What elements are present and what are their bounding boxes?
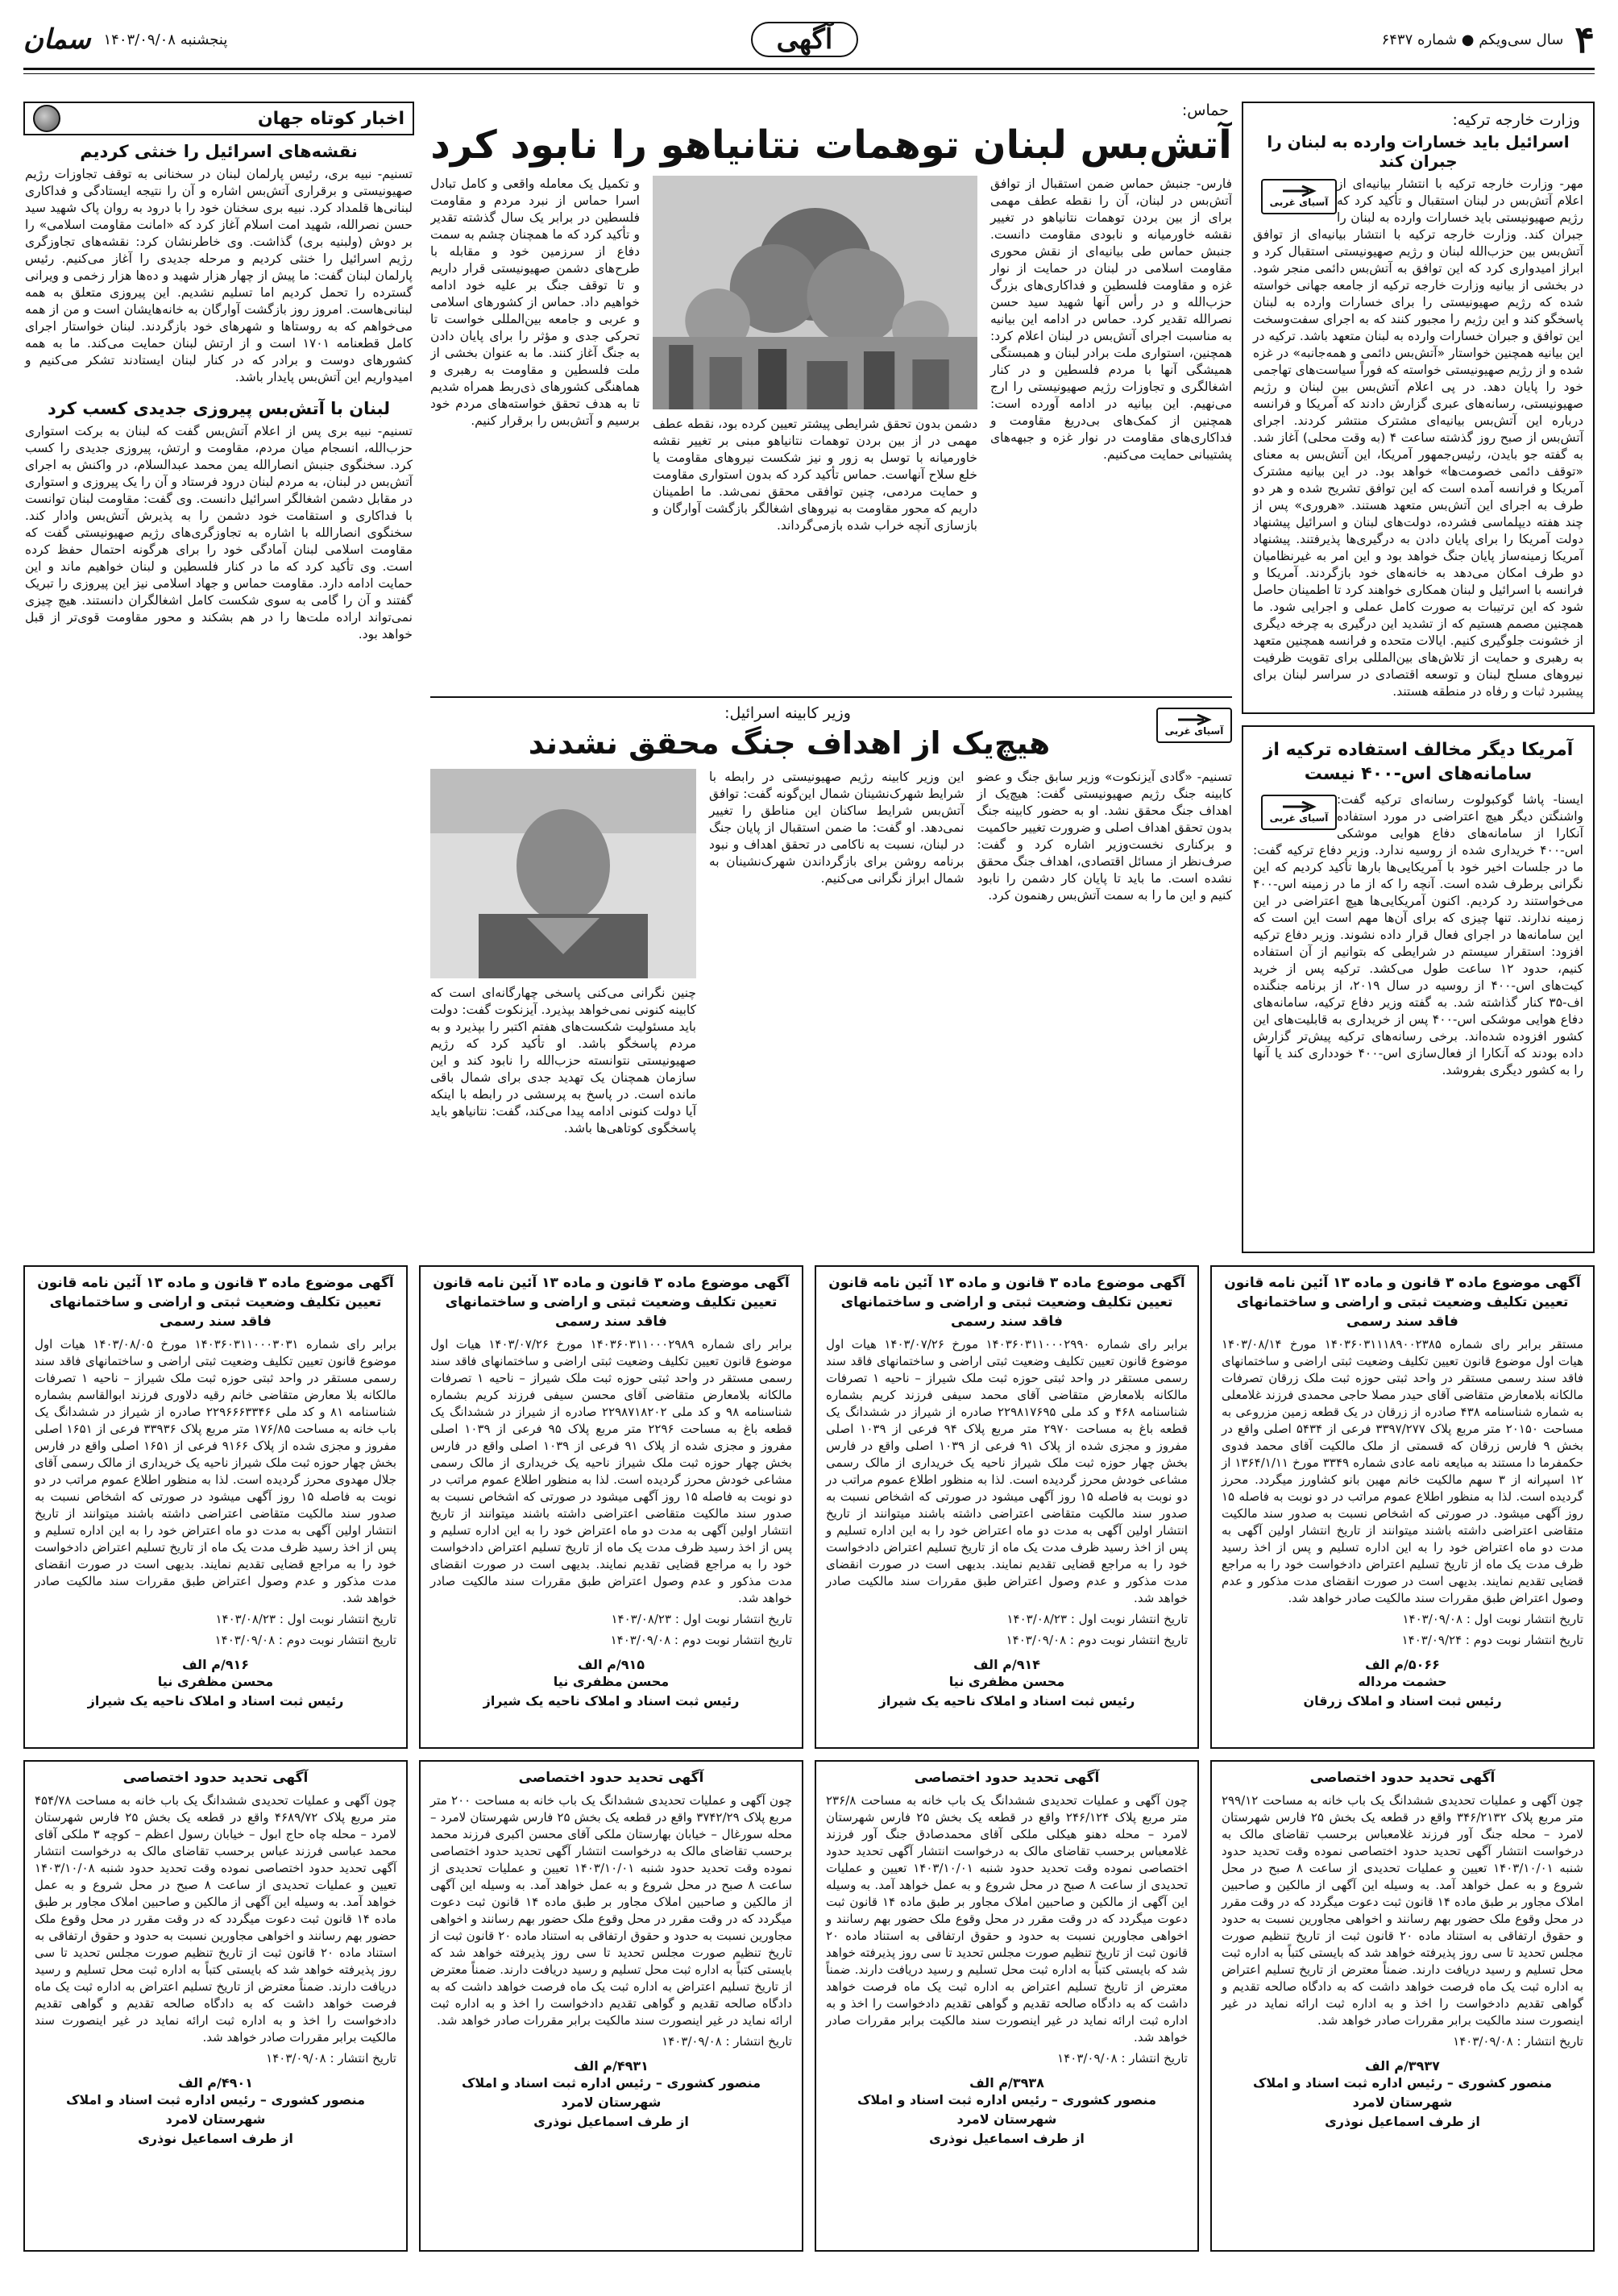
notice-date-1: تاریخ انتشار : ۱۴۰۳/۰۹/۰۸ <box>1453 2034 1583 2049</box>
turkey-article <box>1242 102 1595 714</box>
notice-title: آگهی تحدید حدود اختصاصی <box>1309 1770 1496 1786</box>
notice-body: برابر رای شماره ۱۴۰۳۶۰۳۱۱۰۰۰۲۹۸۹ مورخ ۱۴۰۳/۰۷/۲۶ هیات اول موضوع قانون تعیین تکلیف وضعیت ثبتی اراضی و ساختمانهای فاقد سند رسمی مستقر در واحد ثبتی حوزه ثبت ملک شیراز – ناحیه ۱ تصرفات مالکانه بلامعارض متقاضی آقای محسن سیفی فرزند کریم بشماره شناسنامه ۹۸ و کد ملی ۲۲۹۸۷۱۸۲۰۲ صادره از شیراز در ششدانگ یک قطعه باغ به مساحت ۲۲۹۶ متر مربع پلاک ۹۵ فرعی از ۱۰۳۹ اصلی مفروز و مجزی شده از پلاک ۹۱ فرعی از ۱۰۳۹ اصلی واقع در فارس بخش چهار حوزه ثبت ملک شیراز ناحیه یک خریداری از مالک رسمی مشاعی خودش محرز گردیده است. لذا به منظور اطلاع عموم مراتب در دو نوبت به فاصله ۱۵ روز آگهی میشود در صورتی که اشخاص نسبت به صدور سند مالکیت متقاضی اعتراضی داشته باشند میتوانند از تاریخ انتشار اولین آگهی به مدت دو ماه اعتراض خود را به این اداره تسلیم و پس از اخذ رسید ظرف مدت یک ماه از تاریخ تسلیم اعتراض دادخواست خود را به مراجع قضایی تقدیم نمایند. بدیهی است در صورت انقضای مدت مذکور و عدم وصول اعتراض طبق مقررات سند مالکیت صادر خواهد شد. <box>430 1337 792 1605</box>
israel-article <box>430 704 1232 1236</box>
notice-date-2: تاریخ انتشار نوبت دوم : ۱۴۰۳/۰۹/۰۸ <box>214 1633 396 1647</box>
israel-photo-col <box>430 769 696 1137</box>
hamas-body-3: و تکمیل یک معامله واقعی و کامل تبادل اسرا حماس از نبرد مردم و مقاومت فلسطین در برابر یک سال گذشته تقدیر و تأکید کرد که ما همچنان چشم به سمت دفاع از سرزمین خود و مقابله با طرح‌های دشمن صهیونیستی قرار داریم و تا توقف جنگ بر علیه خود ادامه خواهیم داد. حماس از کشورهای اسلامی و عربی و جامعه بین‌المللی خواست تا تحرکی جدی و مؤثر را برای پایان دادن به جنگ آغاز کنند. ما به عنوان بخشی از ملت فلسطین و مقاومت به رهبری و هماهنگی کشورهای ذی‌ربط همراه شدیم تا به هدف تحقق خواسته‌های مردم خود برسیم و آتش‌بس را برقرار کنیم. <box>430 176 640 428</box>
israel-kicker: وزیر کابینه اسرائیل: <box>724 704 851 722</box>
notice-number: ۵۰۶۶/م الف <box>1365 1657 1440 1672</box>
west-asia-tag: آسیای غربی <box>1261 179 1337 214</box>
notice-date-2: تاریخ انتشار نوبت دوم : ۱۴۰۳/۰۹/۰۸ <box>610 1633 792 1647</box>
notice-date-1: تاریخ انتشار نوبت اول : ۱۴۰۳/۰۹/۰۸ <box>1402 1612 1583 1626</box>
notice-number: ۹۱۴/م الف <box>973 1657 1040 1672</box>
israel-headline: هیچ‌یک از اهداف جنگ محقق نشدند <box>528 725 1051 761</box>
hamas-body-1: فارس- جنبش حماس ضمن استقبال از توافق آتش‌بس در لبنان، آن را نقطه عطف مهمی برای از بین بردن توهمات نتانیاهو در تغییر نقشه خاورمیانه و نابودی مقاومت دانست. جنبش حماس طی بیانیه‌ای از نقش محوری مقاومت اسلامی در لبنان در حمایت از نوار غزه و مقاومت فلسطین و فداکاری‌های بزرگ حزب‌الله و در رأس آنها شهید سید حسن نصرالله تقدیر کرد. حماس در ادامه این بیانیه به مناسبت اجرای آتش‌بس در لبنان اعلام کرد: همچنین، استواری ملت برادر لبنان و همبستگی همیشگی آنها با مردم فلسطین و در کنار اشغالگری و تجاوزات رژیم صهیونیستی را ارج می‌نهیم. این بیانیه در ادامه آورده است: همچنین از کمک‌های بی‌دریغ مقاومت و فداکاری‌های مقاومت در نوار غزه و جبهه‌های پشتیبانی حمایت می‌کنیم. <box>990 176 1232 462</box>
news-item1-title: نقشه‌های اسرائیل را خنثی کردیم <box>80 142 358 161</box>
notice-signer-title: از طرف اسماعیل نوذری <box>929 2131 1085 2146</box>
right-column <box>1242 102 1595 1254</box>
notice-date-1: تاریخ انتشار : ۱۴۰۳/۰۹/۰۸ <box>1057 2051 1188 2066</box>
america-body: ایسنا- پاشا گوکبولوت رسانه‌ای ترکیه گفت: واشنگتن دیگر هیچ اعتراضی در مورد استفاده آنکارا از سامانه‌های دفاع هوایی موشکی اس-۴۰۰ خریداری شده از روسیه ندارد. وزیر دفاع ترکیه گفت: ما در جلسات اخیر خود با آمریکایی‌ها بارها تأکید کردیم که این نگرانی برطرف شده است. آنچه را که از ما در زمینه اس-۴۰۰ می‌خواستند رد کردیم. اکنون آمریکایی‌ها هیچ اعتراضی در این زمینه ندارند. تنها چیزی که برای آن‌ها مهم است این است که این سامانه‌ها در اجرای فعال قرار داده نشوند. وزیر دفاع ترکیه افزود: استقرار سیستم در شرایطی که بتوانیم از آن استفاده کنیم، حدود ۱۲ ساعت طول می‌کشد. ترکیه پس از خرید کیت‌های اس-۴۰۰ از روسیه در سال ۲۰۱۹، از برنامه جنگنده اف-۳۵ کنار گذاشته شد. به گفته وزیر دفاع ترکیه، سامانه‌های دفاع هوایی موشکی اس-۴۰۰ پس از خریداری به قابلیت‌های این کشور افزوده شده‌اند. برخی رسانه‌های ترکیه پیش‌تر گزارش داده بودند که آنکارا از فعال‌سازی اس-۴۰۰ خودداری کند یا آنها را به کشور دیگری بفروشد. <box>1253 792 1584 1077</box>
israel-heading-block <box>430 704 1148 769</box>
legal-notice <box>1210 1265 1595 1749</box>
issue-date: پنجشنبه ۱۴۰۳/۰۹/۰۸ <box>103 31 228 48</box>
notice-number: ۹۱۵/م الف <box>578 1657 645 1672</box>
news-item2-title: لبنان با آتش‌بس پیروزی جدیدی کسب کرد <box>47 399 391 418</box>
notice-signer-title: از طرف اسماعیل نوذری <box>138 2131 293 2146</box>
turkey-kicker: وزارت خارجه ترکیه: <box>1452 111 1580 129</box>
notice-signer: محسن مظفری نیا <box>157 1674 274 1689</box>
notice-signer-title: از طرف اسماعیل نوذری <box>1325 2114 1480 2129</box>
notice-signer-title: رئیس ثبت اسناد و املاک ناحیه یک شیراز <box>87 1693 344 1709</box>
notice-body: چون آگهی و عملیات تحدیدی ششدانگ یک باب خانه به مساحت ۲۰۰ متر مربع پلاک ۳۷۴۲/۲۹ واقع در قطعه یک بخش ۲۵ فارس شهرستان لامرد – محله سورغال – خیابان بهارستان ملکی آقای محسن اکبری فرزند محمد برحسب تقاضای مالک به درخواست انتشار آگهی تحدید حدود اختصاصی نموده وقت تحدید حدود شنبه ۱۴۰۳/۱۰/۰۱ تعیین و عملیات تحدیدی از ساعت ۸ صبح در محل شروع و به عمل خواهد آمد. به وسیله این آگهی از مالکین و صاحبین املاک مجاور بر طبق ماده ۱۴ قانون ثبت دعوت میگردد که در وقت مقرر در محل وقوع ملک حضور بهم رسانند و اخواهی مجاورین نسبت به حدود و حقوق ارتفاقی به استناد ماده ۲۰ قانون ثبت از تاریخ تنظیم صورت مجلس تحدید تا سی روز پذیرفته خواهد شد که بایستی کتباً به اداره ثبت محل تسلیم و رسید دریافت دارند. ضمناً معترض از تاریخ تسلیم اعتراض به اداره ثبت یک ماه فرصت خواهد داشت که به دادگاه صالحه تقدیم و گواهی تقدیم دادخواست را اخذ و به اداره ثبت ارائه نماید در غیر اینصورت سند مالکیت برابر مقررات صادر خواهد شد. <box>430 1793 792 2028</box>
notice-date-1: تاریخ انتشار نوبت اول : ۱۴۰۳/۰۸/۲۳ <box>215 1612 396 1626</box>
hamas-col-3 <box>430 176 640 534</box>
west-asia-tag: آسیای غربی <box>1156 708 1232 743</box>
newspaper-logo: سمان <box>23 23 91 56</box>
notice-date-1: تاریخ انتشار : ۱۴۰۳/۰۹/۰۸ <box>266 2051 396 2066</box>
issue-info: سال سی‌ویکم ● شماره ۶۴۳۷ <box>1381 31 1564 48</box>
notice-title: آگهی موضوع ماده ۳ قانون و ماده ۱۳ آئین نامه قانون تعیین تکلیف وضعیت ثبتی و اراضی و ساختمانهای فاقد سند رسمی <box>828 1275 1185 1330</box>
notice-signer: محسن مظفری نیا <box>948 1674 1065 1689</box>
notice-number: ۴۹۰۱/م الف <box>178 2075 253 2090</box>
legal-notice <box>23 1760 408 2252</box>
arrow-icon <box>1281 185 1317 197</box>
notice-number: ۳۹۳۷/م الف <box>1365 2058 1440 2074</box>
airstrike-photo <box>653 176 977 409</box>
notice-signer: حشمت مرداله <box>1358 1674 1447 1689</box>
notice-body: چون آگهی و عملیات تحدیدی ششدانگ یک باب خانه به مساحت ۲۳۶/۸ متر مربع پلاک ۲۴۶/۱۲۴ واقع در قطعه یک بخش ۲۵ فارس شهرستان لامرد – محله دهنو هیکلی ملکی آقای محمدصادق جنگ آور فرزند غلامعباس برحسب تقاضای مالک به درخواست انتشار آگهی تحدید حدود اختصاصی نموده وقت تحدید حدود شنبه ۱۴۰۳/۱۰/۰۱ تعیین و عملیات تحدیدی از ساعت ۸ صبح در محل شروع و به عمل خواهد آمد. به وسیله این آگهی از مالکین و صاحبین املاک مجاور بر طبق ماده ۱۴ قانون ثبت دعوت میگردد که در وقت مقرر در محل وقوع ملک حضور بهم رسانند و اخواهی مجاورین نسبت به حدود و حقوق ارتفاقی به استناد ماده ۲۰ قانون ثبت از تاریخ تنظیم صورت مجلس تحدید تا سی روز پذیرفته خواهد شد که بایستی کتباً به اداره ثبت محل تسلیم و رسید دریافت دارند. ضمناً معترض از تاریخ تسلیم اعتراض به اداره ثبت یک ماه فرصت خواهد داشت که به دادگاه صالحه تقدیم و گواهی تقدیم دادخواست را اخذ و به اداره ثبت ارائه نماید در غیر اینصورت سند مالکیت برابر مقررات صادر خواهد شد. <box>826 1793 1188 2045</box>
page-number: ۴ <box>1574 18 1595 61</box>
israel-body-wrap <box>430 769 1232 1137</box>
notice-number: ۴۹۳۱/م الف <box>574 2058 649 2074</box>
legal-notice <box>419 1760 803 2252</box>
notice-signer-title: رئیس ثبت اسناد و املاک ناحیه یک شیراز <box>483 1693 740 1709</box>
notice-body: چون آگهی و عملیات تحدیدی ششدانگ یک باب خانه به مساحت ۲۹۹/۱۲ متر مربع پلاک ۳۴۶/۲۱۳۲ واقع در قطعه یک بخش ۲۵ فارس شهرستان لامرد – محله جنگ آور فرزند غلامعباس برحسب تقاضای مالک به درخواست انتشار آگهی تحدید حدود اختصاصی نموده وقت تحدید حدود شنبه ۱۴۰۳/۱۰/۰۱ تعیین و عملیات تحدیدی از ساعت ۸ صبح در محل شروع و به عمل خواهد آمد. به وسیله این آگهی از مالکین و صاحبین املاک مجاور بر طبق ماده ۱۴ قانون ثبت دعوت میگردد که در وقت مقرر در محل وقوع ملک حضور بهم رسانند و اخواهی مجاورین نسبت به حدود و حقوق ارتفاقی به استناد ماده ۲۰ قانون ثبت از تاریخ تنظیم صورت مجلس تحدید تا سی روز پذیرفته خواهد شد که بایستی کتباً به اداره ثبت محل تسلیم و رسید دریافت دارند. ضمناً معترض از تاریخ تسلیم اعتراض به اداره ثبت یک ماه فرصت خواهد داشت که به دادگاه صالحه تقدیم و گواهی تقدیم دادخواست را اخذ و به اداره ثبت ارائه نماید در غیر اینصورت سند مالکیت برابر مقررات صادر خواهد شد. <box>1222 1793 1584 2028</box>
notice-signer: منصور کشوری – رئیس اداره ثبت اسناد و املاک شهرستان لامرد <box>857 2092 1156 2127</box>
masthead-rule <box>23 73 1595 74</box>
hamas-col-1 <box>990 176 1232 534</box>
smoke-image <box>653 176 977 409</box>
israel-body-3: چنین نگرانی می‌کنی پاسخی چهارگانه‌ای است که کابینه کنونی نمی‌خواهد بپذیرد. آیزنکوت گفت: دولت باید مسئولیت شکست‌های هفتم اکتبر را بپذیرد و به مردم پاسخگو باشد. او تأکید کرد که رژیم صهیونیستی نتوانسته حزب‌الله را نابود کند و این سازمان همچنان یک تهدید جدی برای شمال باقی مانده است. در پاسخ به پرسشی در رابطه با اینکه آیا دولت کنونی ادامه پیدا می‌کند، گفت: نتانیاهو باید پاسخگوی کوتاهی‌ها باشد. <box>430 986 696 1136</box>
notice-date-2: تاریخ انتشار نوبت دوم : ۱۴۰۳/۰۹/۰۸ <box>1006 1633 1188 1647</box>
middle-divider <box>430 696 1232 698</box>
hamas-article <box>430 102 1232 690</box>
west-asia-tag: آسیای غربی <box>1261 795 1337 830</box>
masthead <box>23 11 1595 70</box>
notice-signer: منصور کشوری – رئیس اداره ثبت اسناد و املاک شهرستان لامرد <box>1252 2075 1552 2110</box>
notice-body: برابر رای شماره ۱۴۰۳۶۰۳۱۱۰۰۰۳۰۳۱ مورخ ۱۴۰۳/۰۸/۰۵ هیات اول موضوع قانون تعیین تکلیف وضعیت ثبتی اراضی و ساختمانهای فاقد سند رسمی مستقر در واحد ثبتی حوزه ثبت ملک شیراز – ناحیه ۱ تصرفات مالکانه بلا معارض متقاضی خانم رقیه دلاوری فرزند ابوالقاسم بشماره شناسنامه ۸۱ و کد ملی ۲۲۹۶۶۶۳۳۴۶ صادره از شیراز در ششدانگ یک باب خانه به مساحت ۱۷۶/۸۵ متر مربع پلاک ۳۳۹۳۶ فرعی از ۱۶۵۱ اصلی مفروز و مجزی شده از پلاک ۹۱۶۶ فرعی از ۱۶۵۱ اصلی واقع در فارس بخش چهار حوزه ثبت ملک شیراز ناحیه یک خریداری از مالک رسمی آقای جلال مهدوی محرز گردیده است. لذا به منظور اطلاع عموم مراتب در دو نوبت به فاصله ۱۵ روز آگهی میشود در صورتی که اشخاص نسبت به صدور سند مالکیت متقاضی اعتراضی داشته باشند میتوانند از تاریخ انتشار اولین آگهی به مدت دو ماه اعتراض خود را به این اداره تسلیم و پس از اخذ رسید ظرف مدت یک ماه از تاریخ تسلیم اعتراض دادخواست خود را به مراجع قضایی تقدیم نمایند. بدیهی است در صورت انقضای مدت مذکور و عدم وصول اعتراض طبق مقررات سند مالکیت صادر خواهد شد. <box>35 1337 396 1605</box>
israel-body-1: تسنیم- «گادی آیزنکوت» وزیر سابق جنگ و عضو کابینه جنگ رژیم صهیونیستی گفت: هیچ‌یک از اهداف جنگ محقق نشد. او به حضور کابینه جنگ بدون تحقق اهداف اصلی و ضرورت تغییر حاکمیت و برکناری نخست‌وزیر اشاره کرد و گفت: صرف‌نظر از مسائل اقتصادی، اهداف جنگ محقق نشده است. ما باید تا پایان کار دشمن را نابود کنیم و این ما را به سمت آتش‌بس رهنمون کرد. <box>977 770 1232 903</box>
notice-title: آگهی تحدید حدود اختصاصی <box>122 1770 309 1786</box>
left-column <box>23 102 414 1254</box>
legal-notice <box>815 1760 1199 2252</box>
newspaper-page <box>23 11 1595 2268</box>
notice-date-1: تاریخ انتشار نوبت اول : ۱۴۰۳/۰۸/۲۳ <box>1006 1612 1188 1626</box>
israel-head-row <box>430 704 1232 769</box>
hamas-sub-cols <box>653 416 977 534</box>
america-article <box>1242 725 1595 1253</box>
notice-title: آگهی موضوع ماده ۳ قانون و ماده ۱۳ آئین نامه قانون تعیین تکلیف وضعیت ثبتی و اراضی و ساختمانهای فاقد سند رسمی <box>1224 1275 1581 1330</box>
portrait-image <box>430 769 696 978</box>
legal-notice <box>815 1265 1199 1749</box>
world-news-bar <box>23 102 414 135</box>
notice-title: آگهی تحدید حدود اختصاصی <box>518 1770 704 1786</box>
legal-notice <box>23 1265 408 1749</box>
arrow-icon <box>1176 714 1212 725</box>
hamas-col-2 <box>653 176 977 534</box>
notices-row-2 <box>23 1760 1595 2252</box>
masthead-right <box>1382 18 1595 61</box>
hamas-body-2: دشمن بدون تحقق شرایطی پیشتر تعیین کرده بود، نقطه عطف مهمی در از بین بردن توهمات نتانیاهو مبنی بر تغییر نقشه خاورمیانه با توسل به زور و نیز شکست نیروهای مقاومت یا خلع سلاح آنهاست. حماس تأکید کرد که بدون استواری مقاومت و حمایت مردمی، چنین توافقی محقق نمی‌شد. ما اطمینان داریم که محور مقاومت به نیروهای اشغالگر بازگشت آوارگان و بازسازی آنچه خراب شده بازمی‌گرداند. <box>653 417 977 533</box>
notice-number: ۹۱۶/م الف <box>182 1657 249 1672</box>
globe-icon <box>33 105 60 132</box>
israel-body-2: این وزیر کابینه رژیم صهیونیستی در رابطه با شرایط شهرک‌نشینان شمال این‌گونه گفت: توافق آتش‌بس شرایط ساکنان این مناطق را تغییر نمی‌دهد. او گفت: ما ضمن استقبال از پایان جنگ در لبنان، نسبت به ناکامی در تحقق اهداف و نبود برنامه روشن برای بازگرداندن شهرک‌نشینان به شمال ابراز نگرانی می‌کنیم. <box>709 770 965 886</box>
hamas-headline: آتش‌بس لبنان توهمات نتانیاهو را نابود کرد <box>430 122 1232 168</box>
notice-signer-title: رئیس ثبت اسناد و املاک ناحیه یک شیراز <box>878 1693 1135 1709</box>
legal-notice <box>419 1265 803 1749</box>
news-item1-body: تسنیم- نبیه بری، رئیس پارلمان لبنان در سخنانی به توقف تجاوزات رژیم صهیونیستی و برقراری آتش‌بس اشاره و آن را نتیجه ایستادگی و فداکاری لبنانی‌ها قلمداد کرد. نبیه بری سخنان خود را با درود به روان پاک شهید سید حسن نصرالله، شهید امت اسلام آغاز کرد که «امانت مقاومت اسلامی» را بر دوش (ولبنیه بری) گذاشت. وی خاطرنشان کرد: نقشه‌های تجاوزگری رژیم اسرائیل را خنثی کردیم و مرحله جدیدی را آغاز می‌کنیم. رئیس پارلمان لبنان گفت: ما پیش از چهار هزار شهید و ده‌ها هزار زخمی و ویرانی گسترده را تحمل کردیم اما تسلیم نشدیم. این پیروزی متعلق به همه لبنانی‌هاست. امروز روز بازگشت آوارگان به خانه‌هایشان است و من از همه می‌خواهم که به روستاها و شهرهای خود بازگردند. لبنان خواستار اجرای کامل قطعنامه ۱۷۰۱ است و از ارتش لبنان حمایت می‌کند. ما به همه کشورهای دوست و برادر که در کنار لبنان ایستادند تشکر می‌کنیم و امیدواریم این آتش‌بس پایدار باشد. <box>25 167 413 384</box>
turkey-body: مهر- وزارت خارجه ترکیه با انتشار بیانیه‌ای از اعلام آتش‌بس در لبنان استقبال و تأکید کرد که رژیم صهیونیستی باید خسارات وارده به لبنان را جبران کند. وزارت خارجه ترکیه با انتشار بیانیه‌ای از توافق آتش‌بس بین حزب‌الله لبنان و رژیم صهیونیستی استقبال کرد و ابراز امیدواری کرد که این توافق به آتش‌بس دائمی منجر شود. در بخشی از بیانیه وزارت خارجه ترکیه از جامعه جهانی خواسته شده که رژیم صهیونیستی را برای خسارات وارده به لبنان پاسخگو کند و این رژیم را مجبور کنند که به اجرای سفت‌وسخت این توافق و جبران خسارات وارده به لبنان متعهد باشد. ترکیه در این بیانیه همچنین خواستار «آتش‌بس دائمی و همه‌جانبه» در غزه شده و از رژیم صهیونیستی خواسته که فوراً سیاست‌های تهاجمی خود را پایان دهد. در پی اعلام آتش‌بس بین لبنان و رژیم صهیونیستی، رسانه‌های عبری گزارش دادند که آمریکا و فرانسه درباره این آتش‌بس بیانیه‌ای مشترک منتشر کردند. اجرای آتش‌بس از صبح روز گذشته ساعت ۴ (به وقت محلی) آغاز شد. به گفته جو بایدن، رئیس‌جمهور آمریکا، این آتش‌بس به معنای «توقف دائمی خصومت‌ها» خواهد بود. در این بیانیه مشترک آمریکا و فرانسه آمده است که این توافق تشریح شده و هر دو طرف به اجرای این آتش‌بس متعهد هستند. «هروری» پس از چند هفته دیپلماسی فشرده، دولت‌های لبنان و اسرائیل پیشنهاد دولت آمریکا را برای پایان دادن به درگیری‌ها پذیرفتند. پیشنهاد آمریکا زمینه‌ساز پایان جنگ خواهد بود و این امر به غیرنظامیان دو طرف امکان می‌دهد به خانه‌های خود بازگردند. آمریکا و فرانسه با اسرائیل و لبنان همکاری خواهند کرد تا اطمینان حاصل شود که این ترتیبات به صورت کامل عملی و اجرایی شود. ما همچنین مصمم هستیم که از تشدید این درگیری به چرخه دیگری از خشونت جلوگیری کنیم. ایالات متحده و فرانسه همچنین متعهد به رهبری و حمایت از تلاش‌های بین‌المللی برای تقویت ظرفیت نیروهای مسلح لبنان و توسعه اقتصادی در سراسر لبنان برای پیشبرد ثبات و رفاه در منطقه هستند. <box>1253 176 1583 699</box>
notice-signer-title: از طرف اسماعیل نوذری <box>533 2114 689 2129</box>
legal-notice <box>1210 1760 1595 2252</box>
middle-column <box>430 102 1232 1254</box>
notice-signer-title: رئیس ثبت اسناد و املاک زرقان <box>1303 1693 1502 1709</box>
turkey-headline: اسرائیل باید خسارات وارده به لبنان را جبران کند <box>1267 132 1570 171</box>
hamas-kicker: حماس: <box>1181 102 1229 119</box>
notice-signer: منصور کشوری – رئیس اداره ثبت اسناد و املاک شهرستان لامرد <box>461 2075 761 2110</box>
notice-title: آگهی تحدید حدود اختصاصی <box>914 1770 1100 1786</box>
news-item2-body: تسنیم- نبیه بری پس از اعلام آتش‌بس گفت که لبنان به برکت استواری حزب‌الله، انسجام میان مردم، مقاومت و ارتش، پیروزی جدیدی را کسب کرد. سخنگوی جنبش انصارالله یمن محمد عبدالسلام، در واکنش به اجرای آتش‌بس در لبنان، به مردم لبنان درود فرستاد و آن را یک پیروزی و استواری در مقابل دشمن اشغالگر اسرائیل دانست. وی گفت: مقاومت لبنان توانست با فداکاری و استقامت خود دشمن را به پذیرش آتش‌بس وادار کند. سخنگوی انصارالله با اشاره به تجاوزگری‌های رژیم صهیونیستی گفت که مقاومت اسلامی لبنان آمادگی خود را برای هرگونه احتمال حفظ کرده است. وی تأکید کرد که ما در کنار فلسطین و لبنان خواهیم ماند و این حمایت ادامه دارد. مقاومت حماس و جهاد اسلامی نیز این پیروزی را تبریک گفتند و آن را گامی به سوی شکست کامل اشغالگران دانستند. هیچ چیزی نمی‌تواند اراده ملت‌ها را در هم بشکند و محور مقاومت قوی‌تر از قبل خواهد بود. <box>25 424 413 641</box>
notice-date-1: تاریخ انتشار : ۱۴۰۳/۰۹/۰۸ <box>662 2034 792 2049</box>
notice-body: برابر رای شماره ۱۴۰۳۶۰۳۱۱۰۰۰۲۹۹۰ مورخ ۱۴۰۳/۰۷/۲۶ هیات اول موضوع قانون تعیین تکلیف وضعیت ثبتی اراضی و ساختمانهای فاقد سند رسمی مستقر در واحد ثبتی حوزه ثبت ملک شیراز – ناحیه ۱ تصرفات مالکانه بلامعارض متقاضی آقای محمد سیفی فرزند کریم بشماره شناسنامه ۴۶۸ و کد ملی ۲۲۹۸۱۷۶۹۵ صادره از شیراز در ششدانگ یک قطعه باغ به مساحت ۲۹۷۰ متر مربع پلاک ۹۴ فرعی از ۱۰۳۹ اصلی مفروز و مجزی شده از پلاک ۹۱ فرعی از ۱۰۳۹ اصلی واقع در فارس بخش چهار حوزه ثبت ملک شیراز ناحیه یک خریداری از مالک رسمی مشاعی خودش محرز گردیده است. لذا به منظور اطلاع عموم مراتب در دو نوبت به فاصله ۱۵ روز آگهی میشود در صورتی که اشخاص نسبت به صدور سند مالکیت متقاضی اعتراضی داشته باشند میتوانند از تاریخ انتشار اولین آگهی به مدت دو ماه اعتراض خود را به این اداره تسلیم و پس از اخذ رسید ظرف مدت یک ماه از تاریخ تسلیم اعتراض دادخواست خود را به مراجع قضایی تقدیم نمایند. بدیهی است در صورت انقضای مدت مذکور و عدم وصول اعتراض طبق مقررات سند مالکیت صادر خواهد شد. <box>826 1337 1188 1605</box>
section-title: آگهی <box>751 22 859 57</box>
notice-date-1: تاریخ انتشار نوبت اول : ۱۴۰۳/۰۸/۲۳ <box>611 1612 792 1626</box>
notice-body: مستقر برابر رای شماره ۱۴۰۳۶۰۳۱۱۱۸۹۰۰۲۳۸۵ مورخ ۱۴۰۳/۰۸/۱۴ هیات اول موضوع قانون تعیین تکلیف وضعیت ثبتی اراضی و ساختمانهای فاقد سند رسمی مستقر در واحد ثبتی حوزه ثبت ملک زرقان تصرفات مالکانه بلامعارض متقاضی آقای حیدر مصلا حاجی محمدی فرزند غلامعلی به شماره شناسنامه ۴۳۸ صادره از زرقان در یک قطعه زمین مزروعی به مساحت ۲۰۱۵۰ متر مربع پلاک ۳۳۹۷/۲۷۷ فرعی از ۵۴۳۴ اصلی واقع در بخش ۹ فارس زرقان که قسمتی از ملک مالکیت آقای محمد فدوی حکمفرما دا مستند به مبایعه نامه عادی شماره ۳۳۴۹ مورخ ۱۳۶۴/۱/۱۱ از ۱۲ اسپرانه از ۳ سهم مالکیت خانم مهین بانو کشاورز میگردد. محرز گردیده است. لذا به منظور اطلاع عموم مراتب در دو نوبت به فاصله ۱۵ روز آگهی میشود. در صورتی که اشخاص نسبت به صدور سند مالکیت متقاضی اعتراضی داشته باشند میتوانند از تاریخ انتشار اولین آگهی به مدت دو ماه اعتراض خود را به این اداره تسلیم و پس از اخذ رسید ظرف مدت یک ماه از تاریخ تسلیم اعتراض دادخواست خود را به مراجع قضایی تقدیم نمایند. بدیهی است در صورت انقضای مدت مذکور و عدم وصول اعتراض طبق مقررات سند مالکیت صادر خواهد شد. <box>1222 1337 1584 1605</box>
eisenkot-photo <box>430 769 696 978</box>
notice-title: آگهی موضوع ماده ۳ قانون و ماده ۱۳ آئین نامه قانون تعیین تکلیف وضعیت ثبتی و اراضی و ساختمانهای فاقد سند رسمی <box>433 1275 790 1330</box>
world-news-body <box>23 135 414 1246</box>
notice-title: آگهی موضوع ماده ۳ قانون و ماده ۱۳ آئین نامه قانون تعیین تکلیف وضعیت ثبتی و اراضی و ساختمانهای فاقد سند رسمی <box>37 1275 394 1330</box>
top-section <box>23 102 1595 1254</box>
hamas-body-wrap <box>430 176 1232 534</box>
notices-row-1 <box>23 1265 1595 1749</box>
notice-number: ۳۹۳۸/م الف <box>969 2075 1044 2090</box>
notice-body: چون آگهی و عملیات تحدیدی ششدانگ یک باب خانه به مساحت ۴۵۴/۷۸ متر مربع پلاک ۴۶۸۹/۷۲ واقع در قطعه یک بخش ۲۵ فارس شهرستان لامرد – محله چاه حاج ابول – خیابان رسول اعظم – کوچه ۳ ملکی آقای محمد عباسی فرزند عباس برحسب تقاضای مالک به درخواست انتشار آگهی تحدید حدود اختصاصی نموده وقت تحدید حدود شنبه ۱۴۰۳/۱۰/۰۸ تعیین و عملیات تحدیدی از ساعت ۸ صبح در محل شروع و به عمل خواهد آمد. به وسیله این آگهی از مالکین و صاحبین املاک مجاور بر طبق ماده ۱۴ قانون ثبت دعوت میگردد که در وقت مقرر در محل وقوع ملک حضور بهم رسانند و اخواهی مجاورین نسبت به حدود و حقوق ارتفاقی به استناد ماده ۲۰ قانون ثبت از تاریخ تنظیم صورت مجلس تحدید تا سی روز پذیرفته خواهد شد که بایستی کتباً به اداره ثبت محل تسلیم و رسید دریافت دارند. ضمناً معترض از تاریخ تسلیم اعتراض به اداره ثبت یک ماه فرصت خواهد داشت که به دادگاه صالحه تقدیم و گواهی تقدیم دادخواست را اخذ و به اداره ثبت ارائه نماید در غیر اینصورت سند مالکیت برابر مقررات صادر خواهد شد. <box>35 1793 397 2045</box>
masthead-left <box>23 23 227 56</box>
world-news-title: اخبار کوتاه جهان <box>257 108 404 129</box>
notice-signer: منصور کشوری – رئیس اداره ثبت اسناد و املاک شهرستان لامرد <box>65 2092 365 2127</box>
notice-date-2: تاریخ انتشار نوبت دوم : ۱۴۰۳/۰۹/۲۴ <box>1401 1633 1583 1647</box>
notice-signer: محسن مظفری نیا <box>553 1674 670 1689</box>
arrow-icon <box>1281 801 1317 812</box>
america-headline: آمریکا دیگر مخالف استفاده ترکیه از سامانه‌های اس-۴۰۰ نیست <box>1263 740 1574 784</box>
